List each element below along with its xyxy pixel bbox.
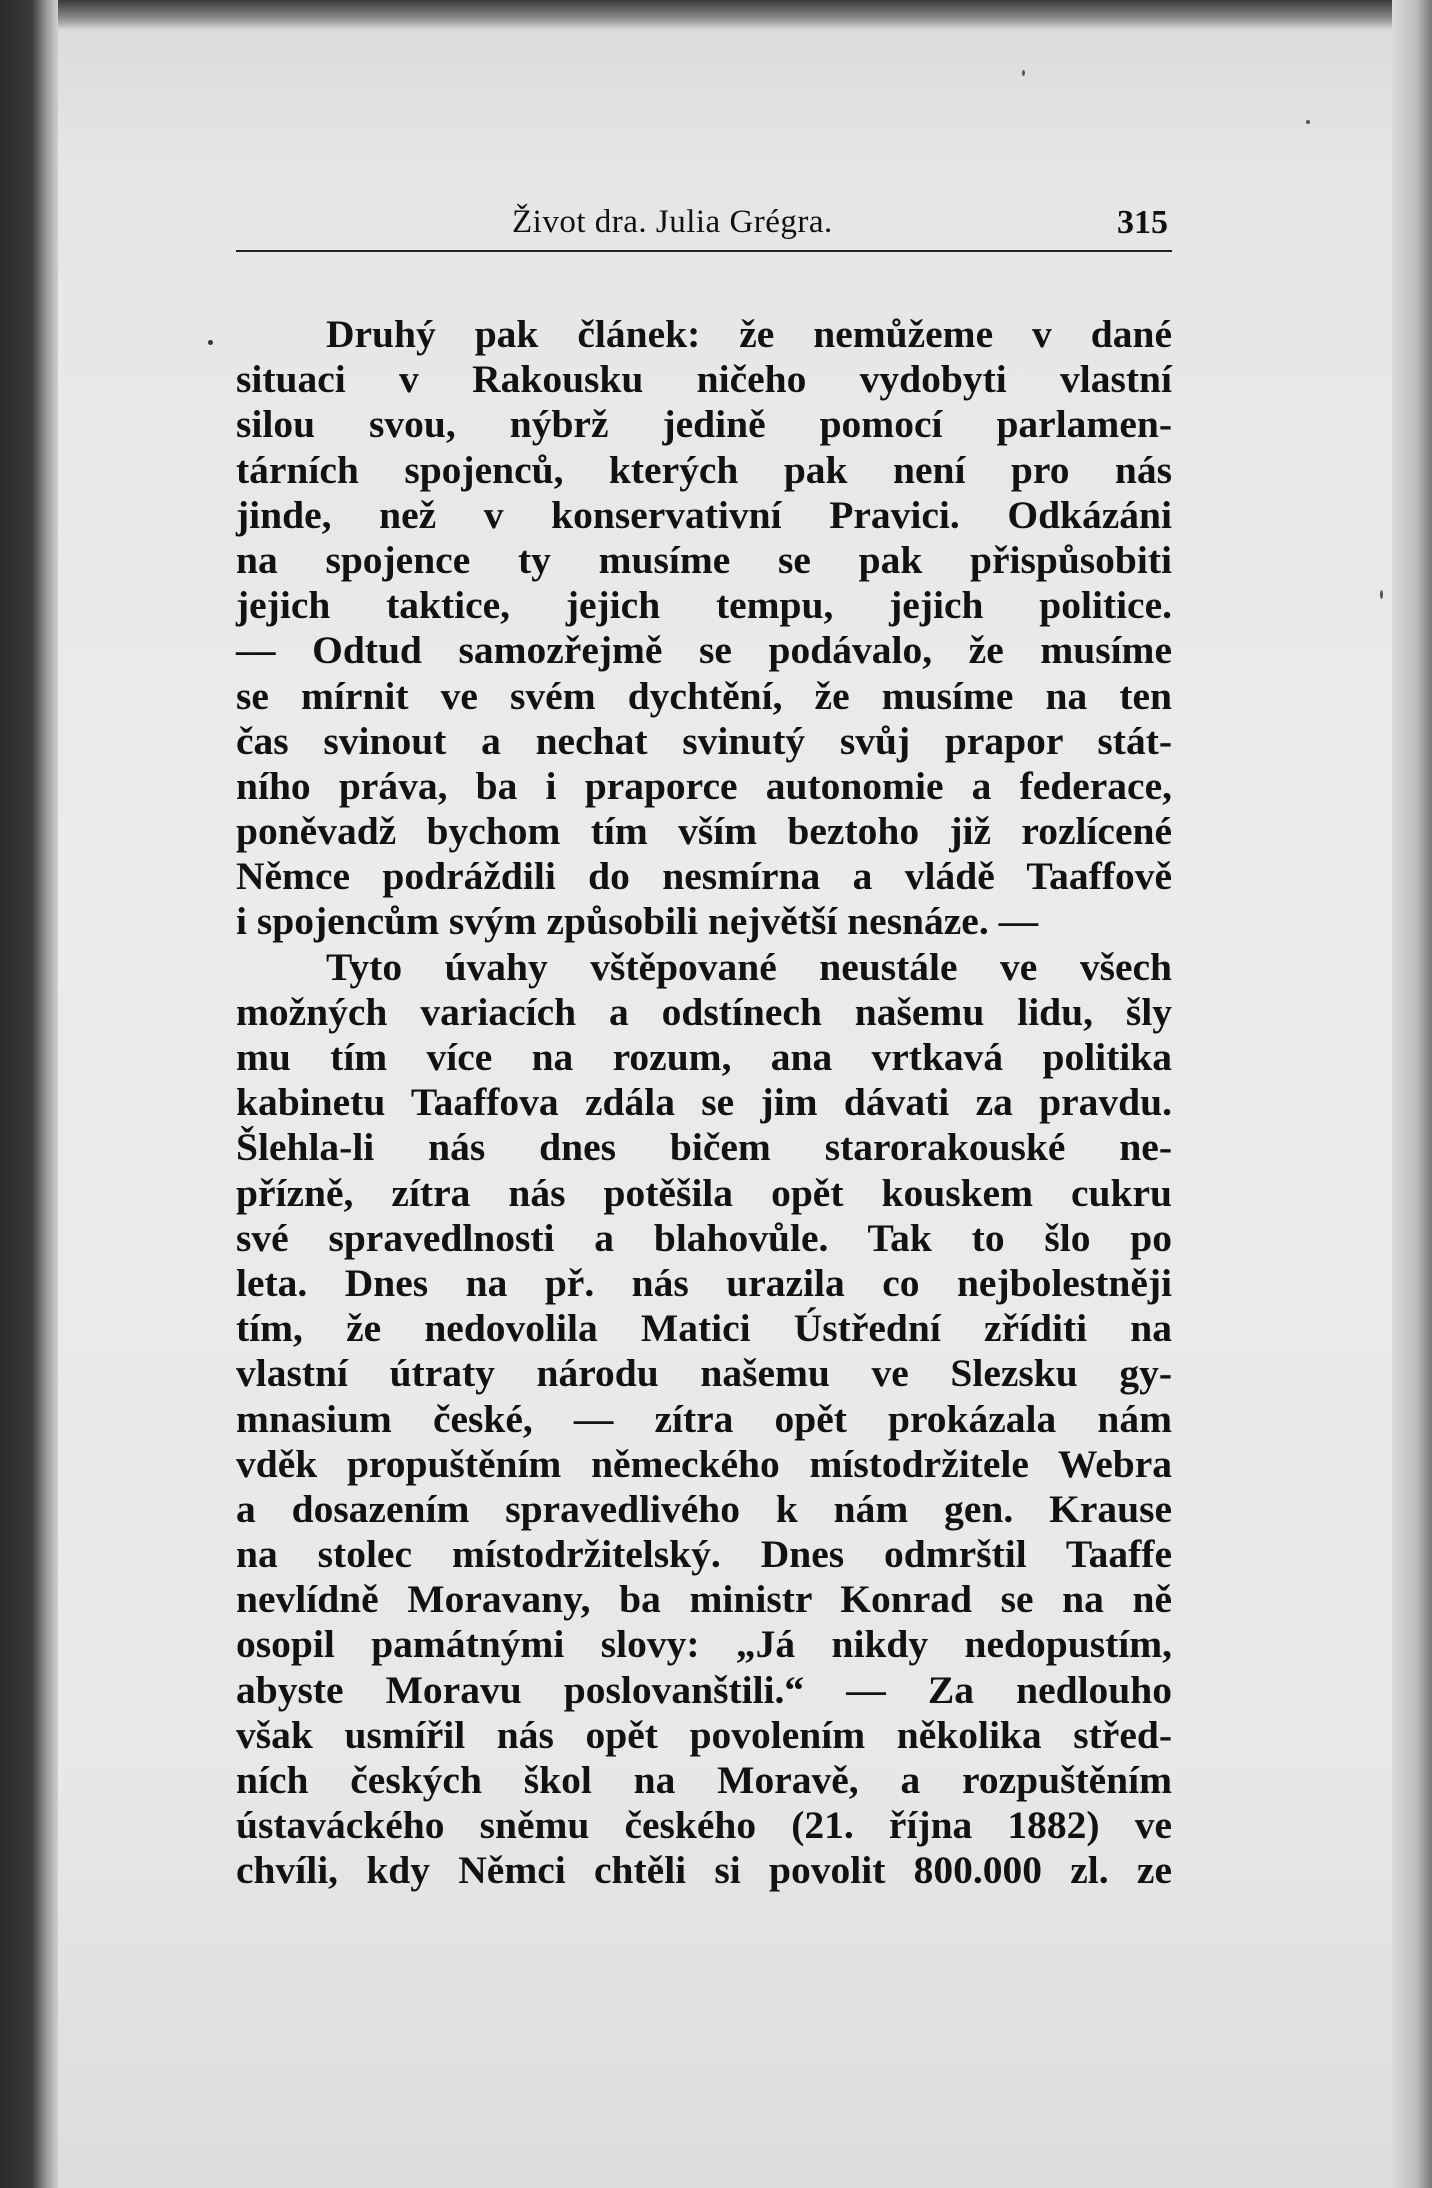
text-line: však usmířil nás opět povolením několika střed- [236,1712,1172,1757]
page-right-edge [1392,0,1432,2188]
text-line: přízně, zítra nás potěšila opět kouskem cukru [236,1170,1172,1215]
text-line: — Odtud samozřejmě se podávalo, že musíme [236,628,1172,673]
text-line: vlastní útraty národu našemu ve Slezsku gy- [236,1351,1172,1396]
page-number: 315 [1117,204,1168,241]
text-line: vděk propuštěním německého místodržitele Webra [236,1441,1172,1486]
text-line: abyste Moravu poslovanštili.“ — Za nedlouho [236,1667,1172,1712]
text-line: kabinetu Taaffova zdála se jim dávati za pravdu. [236,1080,1172,1125]
text-line: možných variacích a odstínech našemu lidu, šly [236,989,1172,1034]
text-line: silou svou, nýbrž jedině pomocí parlamen- [236,402,1172,447]
text-line: Němce podráždili do nesmírna a vládě Taaffově [236,854,1172,899]
text-line: své spravedlnosti a blahovůle. Tak to šlo po [236,1215,1172,1260]
text-line: tím, že nedovolila Matici Ústřední zříditi na [236,1306,1172,1351]
text-line: jejich taktice, jejich tempu, jejich politice. [236,583,1172,628]
paper-speck [208,340,213,345]
scan-top-edge [0,0,1432,30]
text-line: a dosazením spravedlivého k nám gen. Krause [236,1486,1172,1531]
text-line: leta. Dnes na př. nás urazila co nejbolestněji [236,1260,1172,1305]
text-line: mnasium české, — zítra opět prokázala nám [236,1396,1172,1441]
running-header [236,200,1172,252]
text-line: ústaváckého sněmu českého (21. října 1882) ve [236,1803,1172,1848]
text-line: na stolec místodržitelský. Dnes odmrštil Taaffe [236,1532,1172,1577]
text-line: tárních spojenců, kterých pak není pro nás [236,447,1172,492]
text-line: ního práva, ba i praporce autonomie a federace, [236,763,1172,808]
text-line: Šlehla-li nás dnes bičem starorakouské ne- [236,1125,1172,1170]
text-line: chvíli, kdy Němci chtěli si povolit 800.000 zl. ze [236,1848,1172,1893]
text-line: jinde, než v konservativní Pravici. Odkázáni [236,492,1172,537]
text-line: osopil památnými slovy: „Já nikdy nedopustím, [236,1622,1172,1667]
text-line: poněvadž bychom tím vším beztoho již rozlícené [236,809,1172,854]
text-line: nevlídně Moravany, ba ministr Konrad se na ně [236,1577,1172,1622]
text-line: na spojence ty musíme se pak přispůsobiti [236,537,1172,582]
text-line: situaci v Rakousku ničeho vydobyti vlastní [236,357,1172,402]
text-line: Tyto úvahy vštěpované neustále ve všech [326,944,1172,989]
body-text [236,312,1172,1894]
running-title: Život dra. Julia Grégra. [512,204,833,240]
paper-speck [1022,70,1025,76]
text-line: mu tím více na rozum, ana vrtkavá politika [236,1035,1172,1079]
text-line: čas svinout a nechat svinutý svůj prapor stát- [236,718,1172,763]
book-binding-edge [0,0,58,2188]
paper-speck [1306,120,1310,124]
text-line: i spojencům svým způsobili největší nesnáze. — [236,899,1039,944]
text-line: Druhý pak článek: že nemůžeme v dané [326,312,1172,356]
paper-speck [1380,590,1383,599]
text-line: ních českých škol na Moravě, a rozpuštěním [236,1758,1172,1802]
text-line: se mírnit ve svém dychtění, že musíme na ten [236,673,1172,718]
